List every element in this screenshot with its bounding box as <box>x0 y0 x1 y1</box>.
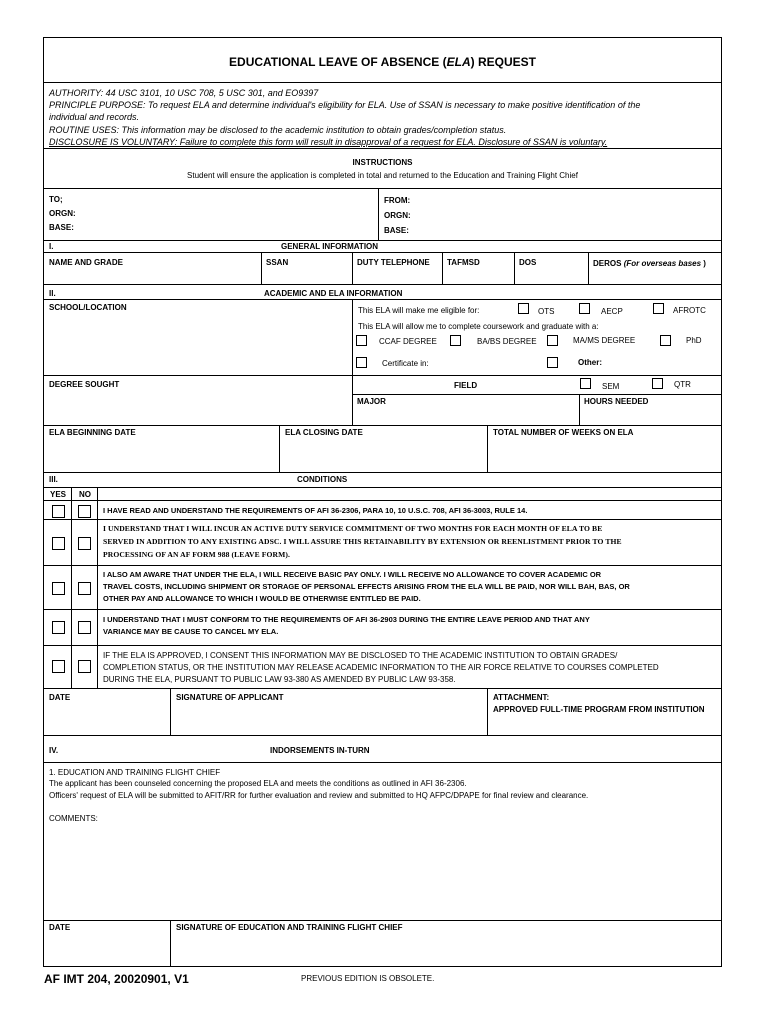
divider <box>588 252 589 284</box>
section-2-number: II. <box>49 289 56 298</box>
babs-checkbox[interactable] <box>450 335 461 346</box>
applicant-signature-label: SIGNATURE OF APPLICANT <box>176 693 284 702</box>
divider <box>170 688 171 735</box>
aecp-checkbox[interactable] <box>579 303 590 314</box>
qtr-label: QTR <box>674 380 691 389</box>
divider <box>43 299 722 300</box>
section-4-number: IV. <box>49 746 59 755</box>
condition-2-text-line-1: I UNDERSTAND THAT I WILL INCUR AN ACTIVE DUTY SERVICE COMMITMENT OF TWO MONTHS FOR EACH MONTH OF ELA TO BE <box>103 524 603 533</box>
divider <box>487 425 488 472</box>
school-location-label: SCHOOL/LOCATION <box>49 303 127 312</box>
section-1-number: I. <box>49 242 54 251</box>
privacy-purpose-cont: individual and records. <box>49 112 140 122</box>
condition-4-text-line-2: VARIANCE MAY BE CAUSE TO CANCEL MY ELA. <box>103 627 279 636</box>
condition-3-text-line-2: TRAVEL COSTS, INCLUDING SHIPMENT OR STORAGE OF PERSONAL EFFECTS ARISING FROM THE ELA WILL BE PAID, NOR WILL BAH, BAS, OR <box>103 582 630 591</box>
condition-5-text-line-2: COMPLETION STATUS, OR THE INSTITUTION MAY RELEASE ACADEMIC INFORMATION TO THE AIR FORCE RELATIVE TO COURSES COMPLETED <box>103 663 659 672</box>
divider <box>43 519 722 520</box>
form-id: AF IMT 204, 20020901, V1 <box>44 972 189 986</box>
divider <box>43 472 722 473</box>
ela-beginning-label: ELA BEGINNING DATE <box>49 428 136 437</box>
ssan-label: SSAN <box>266 258 289 267</box>
field-label: FIELD <box>454 381 478 390</box>
no-column-header: NO <box>79 490 91 499</box>
condition-2-no-checkbox[interactable] <box>78 537 91 550</box>
divider <box>43 425 722 426</box>
privacy-purpose: PRINCIPLE PURPOSE: To request ELA and determine individual's eligibility for ELA. Use of SSAN is necessary to make positive identification of the <box>49 100 641 110</box>
divider <box>43 487 722 488</box>
sem-label: SEM <box>602 382 620 391</box>
duty-telephone-label: DUTY TELEPHONE <box>357 258 430 267</box>
attachment-label: ATTACHMENT: <box>493 693 550 702</box>
divider <box>279 425 280 472</box>
obsolete-notice: PREVIOUS EDITION IS OBSOLETE. <box>301 974 435 983</box>
divider <box>43 148 722 149</box>
section-1-heading: GENERAL INFORMATION <box>281 242 379 251</box>
base-left-label: BASE: <box>49 223 74 232</box>
base-right-label: BASE: <box>384 226 409 235</box>
divider <box>352 394 722 395</box>
divider <box>43 284 722 285</box>
section-3-heading: CONDITIONS <box>297 475 348 484</box>
yes-column-header: YES <box>50 490 67 499</box>
section-4-heading: INDORSEMENTS IN-TURN <box>270 746 370 755</box>
name-grade-label: NAME AND GRADE <box>49 258 123 267</box>
divider <box>352 299 353 375</box>
divider <box>43 252 722 253</box>
condition-3-no-checkbox[interactable] <box>78 582 91 595</box>
privacy-disclosure: DISCLOSURE IS VOLUNTARY: Failure to complete this form will result in disapproval of a request for ELA. Disclosure of SSAN is voluntary. <box>49 137 608 147</box>
divider <box>43 500 722 501</box>
condition-5-text-line-1: IF THE ELA IS APPROVED, I CONSENT THIS INFORMATION MAY BE DISCLOSED TO THE ACADEMIC INSTITUTION TO OBTAIN GRADES/ <box>103 651 618 660</box>
coursework-text: This ELA will allow me to complete coursework and graduate with a: <box>358 322 599 331</box>
from-label: FROM: <box>384 196 411 205</box>
divider <box>352 375 353 425</box>
condition-4-yes-checkbox[interactable] <box>52 621 65 634</box>
chief-date-label: DATE <box>49 923 71 932</box>
condition-3-text-line-1: I ALSO AM AWARE THAT UNDER THE ELA, I WILL RECEIVE BASIC PAY ONLY. I WILL RECEIVE NO ALLOWANCE TO COVER ACADEMIC OR <box>103 570 602 579</box>
divider <box>43 920 722 921</box>
instructions-text: Student will ensure the application is completed in total and returned to the Education and Training Flight Chief <box>187 171 578 180</box>
divider <box>43 645 722 646</box>
condition-2-text-line-2: SERVED IN ADDITION TO ANY EXISTING ADSC. I WILL ASSURE THIS RETAINABILITY BY EXTENSION OR REENLISTMENT PRIOR TO THE <box>103 537 622 546</box>
divider <box>514 252 515 284</box>
indorsement-item-1: 1. EDUCATION AND TRAINING FLIGHT CHIEF <box>49 768 221 777</box>
applicant-date-label: DATE <box>49 693 71 702</box>
ela-closing-label: ELA CLOSING DATE <box>285 428 363 437</box>
orgn-right-label: ORGN: <box>384 211 411 220</box>
phd-checkbox[interactable] <box>660 335 671 346</box>
ots-label: OTS <box>538 307 555 316</box>
privacy-routine: ROUTINE USES: This information may be disclosed to the academic institution to obtain grades/completion status. <box>49 125 507 135</box>
other-label: Other: <box>578 358 602 367</box>
certificate-label: Certificate in: <box>382 359 429 368</box>
section-2-heading: ACADEMIC AND ELA INFORMATION <box>264 289 403 298</box>
mams-label: MA/MS DEGREE <box>573 336 636 345</box>
divider <box>43 735 722 736</box>
divider <box>43 565 722 566</box>
certificate-checkbox[interactable] <box>356 357 367 368</box>
degree-sought-label: DEGREE SOUGHT <box>49 380 120 389</box>
afrotc-label: AFROTC <box>673 306 706 315</box>
condition-1-text: I HAVE READ AND UNDERSTAND THE REQUIREMENTS OF AFI 36-2306, PARA 10, 10 U.S.C. 708, AFI 36-3003, RULE 14. <box>103 506 528 515</box>
divider <box>170 920 171 967</box>
form-title: EDUCATIONAL LEAVE OF ABSENCE (ELA) REQUEST <box>229 55 536 69</box>
ots-checkbox[interactable] <box>518 303 529 314</box>
dos-label: DOS <box>519 258 537 267</box>
instructions-heading: INSTRUCTIONS <box>352 158 413 167</box>
other-checkbox[interactable] <box>547 357 558 368</box>
divider <box>352 252 353 284</box>
divider <box>71 487 72 688</box>
mams-checkbox[interactable] <box>547 335 558 346</box>
divider <box>43 375 722 376</box>
divider <box>97 487 98 688</box>
babs-label: BA/BS DEGREE <box>477 337 537 346</box>
qtr-checkbox[interactable] <box>652 378 663 389</box>
eligible-text: This ELA will make me eligible for: <box>358 306 480 315</box>
tafmsd-label: TAFMSD <box>447 258 480 267</box>
divider <box>261 252 262 284</box>
aecp-label: AECP <box>601 307 623 316</box>
condition-5-text-line-3: DURING THE ELA, PURSUANT TO PUBLIC LAW 93-380 AS AMENDED BY PUBLIC LAW 93-358. <box>103 675 456 684</box>
ccaf-checkbox[interactable] <box>356 335 367 346</box>
sem-checkbox[interactable] <box>580 378 591 389</box>
indorsement-line-2: Officers' request of ELA will be submitted to AFIT/RR for further evaluation and review and submitted to HQ AFPC/DPAPE for final review and clearance. <box>49 791 589 800</box>
comments-label: COMMENTS: <box>49 814 98 823</box>
major-label: MAJOR <box>357 397 386 406</box>
condition-2-yes-checkbox[interactable] <box>52 537 65 550</box>
condition-4-text-line-1: I UNDERSTAND THAT I MUST CONFORM TO THE REQUIREMENTS OF AFI 36-2903 DURING THE ENTIRE LEAVE PERIOD AND THAT ANY <box>103 615 590 624</box>
divider <box>43 240 722 241</box>
divider <box>487 688 488 735</box>
divider <box>43 762 722 763</box>
divider <box>43 82 722 83</box>
divider <box>378 188 379 240</box>
condition-3-yes-checkbox[interactable] <box>52 582 65 595</box>
ccaf-label: CCAF DEGREE <box>379 337 437 346</box>
condition-1-no-checkbox[interactable] <box>78 505 91 518</box>
afrotc-checkbox[interactable] <box>653 303 664 314</box>
condition-1-yes-checkbox[interactable] <box>52 505 65 518</box>
condition-2-text-line-3: PROCESSING OF AN AF FORM 988 (LEAVE FORM). <box>103 550 291 559</box>
divider <box>579 394 580 425</box>
phd-label: PhD <box>686 336 702 345</box>
approved-program-label: APPROVED FULL-TIME PROGRAM FROM INSTITUTION <box>493 705 705 714</box>
to-label: TO; <box>49 195 63 204</box>
condition-4-no-checkbox[interactable] <box>78 621 91 634</box>
chief-signature-label: SIGNATURE OF EDUCATION AND TRAINING FLIGHT CHIEF <box>176 923 403 932</box>
total-weeks-label: TOTAL NUMBER OF WEEKS ON ELA <box>493 428 634 437</box>
privacy-authority: AUTHORITY: 44 USC 3101, 10 USC 708, 5 USC 301, and EO9397 <box>49 88 319 98</box>
indorsement-line-1: The applicant has been counseled concerning the proposed ELA and meets the conditions as outlined in AFI 36-2306. <box>49 779 467 788</box>
divider <box>43 188 722 189</box>
deros-label: DEROS (For overseas bases ) <box>593 259 706 268</box>
hours-needed-label: HOURS NEEDED <box>584 397 649 406</box>
section-3-number: III. <box>49 475 58 484</box>
condition-5-no-checkbox[interactable] <box>78 660 91 673</box>
divider <box>442 252 443 284</box>
divider <box>43 688 722 689</box>
divider <box>43 609 722 610</box>
orgn-left-label: ORGN: <box>49 209 76 218</box>
condition-3-text-line-3: OTHER PAY AND ALLOWANCE TO WHICH I WOULD BE OTHERWISE ENTITLED BE PAID. <box>103 594 421 603</box>
condition-5-yes-checkbox[interactable] <box>52 660 65 673</box>
